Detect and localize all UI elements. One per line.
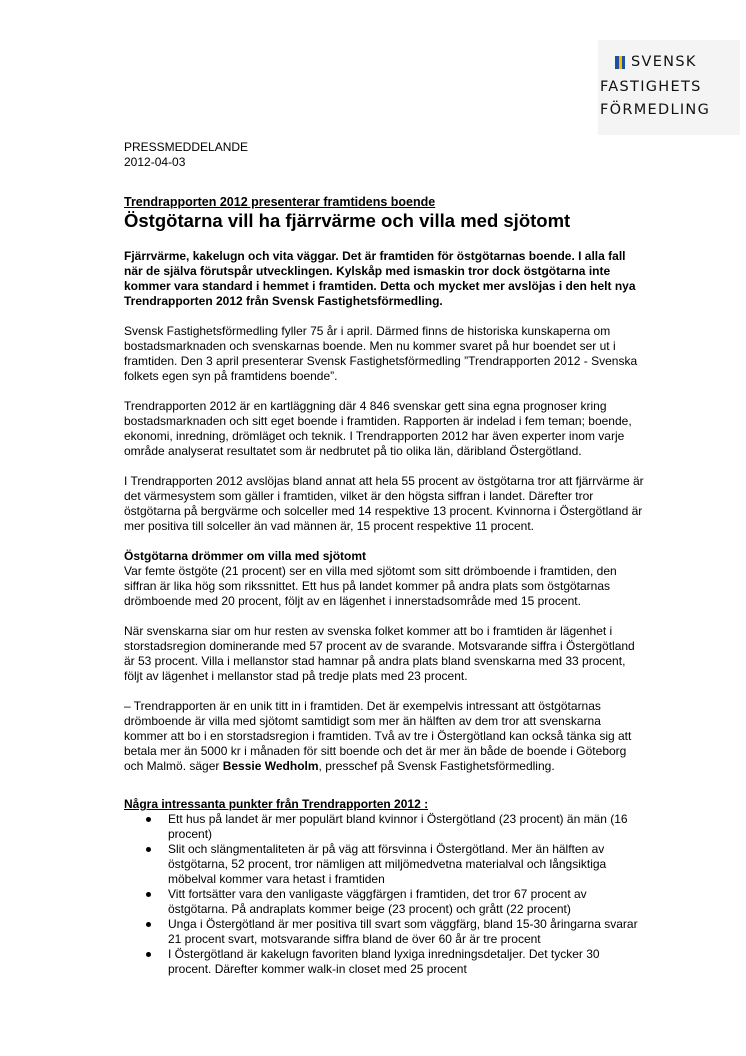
lead-paragraph: Fjärrvärme, kakelugn och vita väggar. Det är framtiden för östgötarnas boende. I alla fall när de själva förutspår utvecklingen. Kylskåp med ismaskin tror dock östgötarna inte kommer vara standard i hemmet i framtiden. Detta och mycket mer avslöjas i den helt nya Trendrapporten 2012 från Svensk Fastighetsförmedling.	[124, 249, 636, 308]
body-paragraph: När svenskarna siar om hur resten av svenska folket kommer att bo i framtiden är lägenhet i storstadsregion dominerande med 57 procent av de svarande. Motsvarande siffra i Östergötland är 53 procent. Villa i mellanstor stad hamnar på andra plats bland svenskarna med 33 procent, följt av lägenhet i mellanstor stad på tredje plats med 23 procent.	[124, 624, 635, 683]
bullet-icon	[146, 892, 151, 897]
body-paragraph: Trendrapporten 2012 är en kartläggning där 4 846 svenskar gett sina egna prognoser kring bostadsmarknaden och sitt eget boende i framtiden. Rapporten är indelad i fem teman; boende, ekonomi, inredning, drömläget och teknik. I Trendrapporten 2012 har även experter inom varje område analyserat resultatet som är nedbrutet på tio olika län, däribland Östergötland.	[124, 399, 632, 458]
quote-person-role: , presschef på Svensk Fastighetsförmedling.	[318, 759, 555, 773]
logo-line-2: FASTIGHETS	[600, 79, 702, 95]
list-item: I Östergötland är kakelugn favoriten bland lyxiga inredningsdetaljer. Det tycker 30 procent. Därefter kommer walk-in closet med 25 procent	[168, 947, 644, 977]
list-heading: Några intressanta punkter från Trendrapporten 2012 :	[124, 797, 429, 811]
quote-paragraph	[124, 699, 644, 774]
logo-line-3: FÖRMEDLING	[600, 102, 711, 118]
quote-person-name: Bessie Wedholm	[222, 759, 319, 773]
logo-line-1: SVENSK	[631, 54, 697, 70]
bullet-icon	[146, 952, 151, 957]
body-paragraph: Var femte östgöte (21 procent) ser en villa med sjötomt som sitt drömboende i framtiden, den siffran är lika hög som rikssnittet. Ett hus på landet kommer på andra plats som östgötarnas drömboende med 20 procent, följt av en lägenhet i innerstadsområde med 15 procent.	[124, 564, 617, 608]
document-type: PRESSMEDDELANDE	[124, 140, 249, 154]
headline: Östgötarna vill ha fjärrvärme och villa med sjötomt	[124, 210, 571, 231]
company-logo	[598, 40, 740, 135]
quote-text: – Trendrapporten är en unik titt in i framtiden. Det är exempelvis intressant att östgötarnas drömboende är villa med sjötomt samtidigt som mer än hälften av dem tror att svenskarna kommer att bo i en storstadsregion i framtiden. Två av tre i Östergötland kan också tänka sig att betala mer än 5000 kr i månaden för sitt boende och det är mer än både de boende i Göteborg och Malmö. säger	[124, 699, 632, 773]
press-release	[124, 140, 644, 977]
list-item: Vitt fortsätter vara den vanligaste väggfärgen i framtiden, det tror 67 procent av östgötarna. På andraplats kommer beige (23 procent) och grått (22 procent)	[168, 887, 644, 917]
bullet-icon	[146, 847, 151, 852]
body-paragraph: Svensk Fastighetsförmedling fyller 75 år i april. Därmed finns de historiska kunskaperna om bostadsmarknaden och svenskarnas boende. Men nu kommer svaret på hur boendet ser ut i framtiden. Den 3 april presenterar Svensk Fastighetsförmedling ”Trendrapporten 2012 - Svenska folkets egen syn på framtidens boende”.	[124, 324, 638, 383]
body-paragraph: I Trendrapporten 2012 avslöjas bland annat att hela 55 procent av östgötarna tror att fjärrvärme är det värmesystem som gäller i framtiden, vilket är den högsta siffran i landet. Därefter tror östgötarna på bergvärme och solceller med 14 respektive 13 procent. Kvinnorna i Östergötland är mer positiva till solceller än vad männen är, 15 procent respektive 11 procent.	[124, 474, 644, 533]
release-date: 2012-04-03	[124, 155, 186, 169]
section-heading: Östgötarna drömmer om villa med sjötomt	[124, 549, 367, 563]
bullet-icon	[146, 922, 151, 927]
swedish-flag-icon	[615, 56, 625, 69]
list-item: Unga i Östergötland är mer positiva till svart som väggfärg, bland 15-30 åringarna svarar 21 procent svart, motsvarande siffra bland de över 60 år är tre procent	[168, 917, 644, 947]
list-item: Ett hus på landet är mer populärt bland kvinnor i Östergötland (23 procent) än män (16 procent)	[168, 812, 644, 842]
kicker-heading: Trendrapporten 2012 presenterar framtidens boende	[124, 195, 436, 209]
list-item: Slit och slängmentaliteten är på väg att försvinna i Östergötland. Mer än hälften av östgötarna, 52 procent, tror nämligen att miljömedvetna materialval och långsiktiga möbelval kommer vara hetast i framtiden	[168, 842, 644, 887]
key-points-list	[124, 812, 644, 977]
bullet-icon	[146, 817, 151, 822]
